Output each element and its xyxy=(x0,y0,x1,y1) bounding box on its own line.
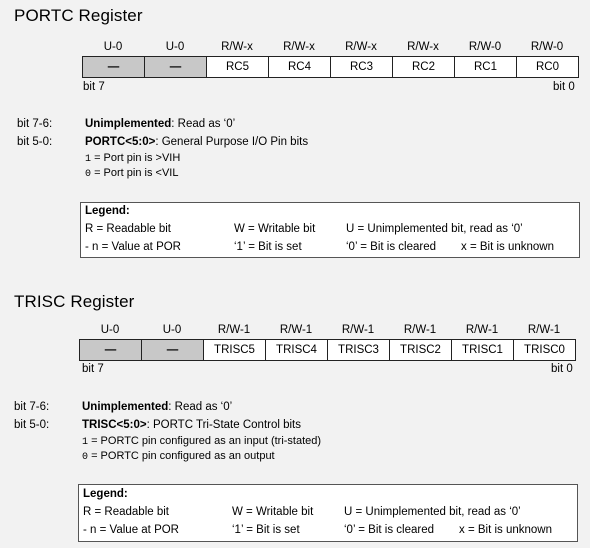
trisc-bit-6: — xyxy=(142,340,204,361)
trisc-access-2: R/W-1 xyxy=(403,324,437,336)
portc-bit-5: RC5 xyxy=(207,57,269,78)
portc-sub1-val: 1 xyxy=(85,154,92,165)
trisc-sub2-text: = PORTC pin configured as an output xyxy=(88,450,275,462)
portc-bit-1: RC1 xyxy=(455,57,517,78)
trisc-access-0: R/W-1 xyxy=(527,324,561,336)
portc-desc2-key: bit 5-0: xyxy=(17,136,53,148)
trisc-access-5: R/W-1 xyxy=(217,324,251,336)
portc-access-2: R/W-x xyxy=(407,41,439,53)
portc-title: PORTC Register xyxy=(14,6,143,25)
trisc-bit-0: TRISC0 xyxy=(514,340,576,361)
trisc-desc-unimplemented xyxy=(14,400,232,415)
portc-legend-u: U = Unimplemented bit, read as ‘0’ xyxy=(346,223,523,235)
trisc-sub2-val: 0 xyxy=(82,452,89,463)
trisc-desc-bits xyxy=(14,418,301,433)
portc-bit-0: RC0 xyxy=(517,57,579,78)
portc-desc-bits xyxy=(17,135,308,150)
portc-legend-zero: ‘0’ = Bit is cleared xyxy=(346,241,437,253)
trisc-legend-w: W = Writable bit xyxy=(232,506,314,518)
portc-access-7: U-0 xyxy=(103,41,123,53)
trisc-register-table xyxy=(79,339,576,361)
trisc-sub1-val: 1 xyxy=(82,437,89,448)
trisc-bit-high-label: bit 7 xyxy=(82,363,104,375)
trisc-access-4: R/W-1 xyxy=(279,324,313,336)
trisc-legend xyxy=(78,484,578,542)
portc-bit-2: RC2 xyxy=(393,57,455,78)
portc-bit-6: — xyxy=(145,57,207,78)
portc-sub-0 xyxy=(85,166,178,182)
portc-access-3: R/W-x xyxy=(345,41,377,53)
portc-bit-7: — xyxy=(83,57,145,78)
trisc-desc1-rest: : Read as ‘0’ xyxy=(168,401,233,413)
trisc-bit-3: TRISC3 xyxy=(328,340,390,361)
portc-desc-unimplemented xyxy=(17,117,235,132)
trisc-access-7: U-0 xyxy=(100,324,120,336)
trisc-bit-5: TRISC5 xyxy=(204,340,266,361)
portc-access-6: U-0 xyxy=(165,41,185,53)
trisc-desc1-bold: Unimplemented xyxy=(82,401,169,413)
portc-sub1-text: = Port pin is >VIH xyxy=(91,152,181,164)
portc-access-0: R/W-0 xyxy=(530,41,564,53)
trisc-desc2-bold: TRISC<5:0> xyxy=(82,419,147,431)
portc-legend xyxy=(80,202,580,258)
trisc-sub1-text: = PORTC pin configured as an input (tri-stated) xyxy=(88,435,322,447)
portc-register-table xyxy=(82,56,579,78)
trisc-desc1-key: bit 7-6: xyxy=(14,401,50,413)
portc-bit-4: RC4 xyxy=(269,57,331,78)
trisc-legend-r: R = Readable bit xyxy=(83,506,169,518)
trisc-legend-one: ‘1’ = Bit is set xyxy=(232,524,300,536)
trisc-bit-low-label: bit 0 xyxy=(551,363,573,375)
trisc-bit-2: TRISC2 xyxy=(390,340,452,361)
trisc-bit-1: TRISC1 xyxy=(452,340,514,361)
trisc-legend-zero: ‘0’ = Bit is cleared xyxy=(344,524,435,536)
portc-desc2-bold: PORTC<5:0> xyxy=(85,136,156,148)
trisc-access-3: R/W-1 xyxy=(341,324,375,336)
portc-access-1: R/W-0 xyxy=(468,41,502,53)
trisc-access-6: U-0 xyxy=(162,324,182,336)
portc-bit-low-label: bit 0 xyxy=(553,81,575,93)
trisc-sub-1 xyxy=(82,434,321,450)
portc-legend-title: Legend: xyxy=(85,205,130,217)
portc-legend-w: W = Writable bit xyxy=(234,223,316,235)
trisc-bit-7: — xyxy=(80,340,142,361)
portc-access-4: R/W-x xyxy=(283,41,315,53)
portc-access-5: R/W-x xyxy=(221,41,253,53)
portc-access-row xyxy=(82,41,582,55)
trisc-access-row xyxy=(79,324,579,338)
trisc-legend-n: - n = Value at POR xyxy=(83,524,179,536)
trisc-access-1: R/W-1 xyxy=(465,324,499,336)
trisc-title: TRISC Register xyxy=(14,292,135,311)
portc-desc2-rest: : General Purpose I/O Pin bits xyxy=(155,136,309,148)
portc-sub2-val: 0 xyxy=(85,169,92,180)
trisc-bit-4: TRISC4 xyxy=(266,340,328,361)
portc-legend-one: ‘1’ = Bit is set xyxy=(234,241,302,253)
portc-sub-1 xyxy=(85,151,180,167)
trisc-legend-x: x = Bit is unknown xyxy=(459,524,553,536)
portc-bit-high-label: bit 7 xyxy=(83,81,105,93)
trisc-sub-0 xyxy=(82,449,275,465)
portc-legend-r: R = Readable bit xyxy=(85,223,171,235)
portc-desc1-rest: : Read as ‘0’ xyxy=(171,118,236,130)
portc-legend-x: x = Bit is unknown xyxy=(461,241,555,253)
portc-desc1-bold: Unimplemented xyxy=(85,118,172,130)
trisc-legend-title: Legend: xyxy=(83,488,128,500)
portc-bit-3: RC3 xyxy=(331,57,393,78)
portc-sub2-text: = Port pin is <VIL xyxy=(91,167,179,179)
trisc-desc2-key: bit 5-0: xyxy=(14,419,50,431)
portc-desc1-key: bit 7-6: xyxy=(17,118,53,130)
trisc-legend-u: U = Unimplemented bit, read as ‘0’ xyxy=(344,506,521,518)
portc-legend-n: - n = Value at POR xyxy=(85,241,181,253)
trisc-desc2-rest: : PORTC Tri-State Control bits xyxy=(146,419,302,431)
